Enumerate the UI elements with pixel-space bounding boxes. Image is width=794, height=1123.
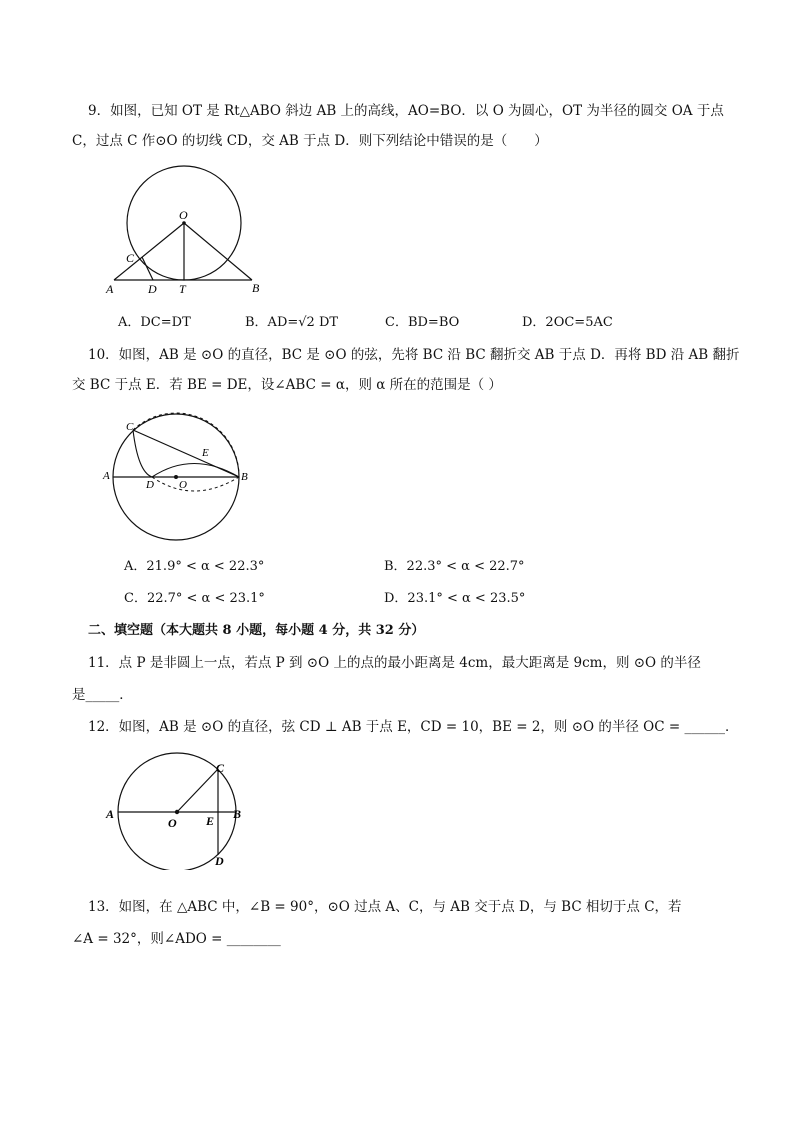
- q9-option-a: A．DC=DT: [118, 315, 191, 330]
- q12-label-D: D: [215, 854, 224, 868]
- q13-text-line1: 13．如图，在 △ABC 中，∠B = 90°，⊙O 过点 A、C，与 AB 交于点 D，与 BC 相切于点 C，若: [88, 899, 682, 915]
- q12-text-line1: 12．如图，AB 是 ⊙O 的直径，弦 CD ⊥ AB 于点 E，CD = 10，BE = 2，则 ⊙O 的半径 OC = ______．: [88, 719, 739, 735]
- q12-label-O: O: [168, 816, 177, 830]
- q12-label-B: B: [233, 807, 242, 821]
- q9-label-A: A: [106, 282, 114, 296]
- q10-figure: [98, 410, 260, 545]
- q10-label-D: D: [146, 479, 154, 491]
- q10-label-E: E: [202, 447, 209, 459]
- q9-label-D: D: [148, 282, 157, 296]
- q12-label-E: E: [206, 814, 215, 828]
- q9-label-B: B: [252, 281, 260, 295]
- q9-text-line1: 9．如图，已知 OT 是 Rt△ABO 斜边 AB 上的高线，AO=BO．以 O 为圆心，OT 为半径的圆交 OA 于点: [88, 103, 724, 119]
- q9-option-c: C．BD=BO: [385, 315, 460, 330]
- q9-label-T: T: [179, 282, 186, 296]
- q10-option-a: A．21.9° < α < 22.3°: [124, 559, 265, 574]
- q9-option-b: B．AD=√2 DT: [245, 315, 339, 330]
- q9-text-line2: C，过点 C 作⊙O 的切线 CD，交 AB 于点 D．则下列结论中错误的是（ ）: [72, 133, 548, 149]
- q10-option-d: D．23.1° < α < 23.5°: [384, 591, 526, 606]
- q12-figure: [100, 752, 260, 870]
- q12-label-A: A: [106, 807, 115, 821]
- q9-option-d: D．2OC=5AC: [522, 315, 613, 330]
- q13-text-line2: ∠A = 32°，则∠ADO = ________: [72, 931, 281, 947]
- q11-text-line2: 是_____．: [72, 687, 133, 703]
- q10-label-A: A: [103, 470, 110, 482]
- q9-label-C: C: [126, 251, 135, 265]
- q11-text-line1: 11．点 P 是非圆上一点，若点 P 到 ⊙O 上的点的最小距离是 4cm，最大距离是 9cm，则 ⊙O 的半径: [88, 655, 701, 671]
- section-title-fill-in: 二、填空题（本大题共 8 小题，每小题 4 分，共 32 分）: [88, 623, 425, 638]
- q10-label-O: O: [179, 479, 187, 491]
- q9-label-O: O: [179, 208, 188, 222]
- q10-text-line2: 交 BC 于点 E．若 BE = DE，设∠ABC = α，则 α 所在的范围是（ ）: [72, 377, 502, 393]
- q10-label-B: B: [241, 471, 248, 483]
- q10-text-line1: 10．如图，AB 是 ⊙O 的直径，BC 是 ⊙O 的弦，先将 BC 沿 BC 翻折交 AB 于点 D．再将 BD 沿 AB 翻折: [88, 347, 740, 363]
- q10-option-b: B．22.3° < α < 22.7°: [384, 559, 525, 574]
- q9-figure: [100, 165, 280, 300]
- q12-label-C: C: [216, 761, 225, 775]
- q10-label-C: C: [126, 421, 134, 433]
- q10-option-c: C．22.7° < α < 23.1°: [124, 591, 265, 606]
